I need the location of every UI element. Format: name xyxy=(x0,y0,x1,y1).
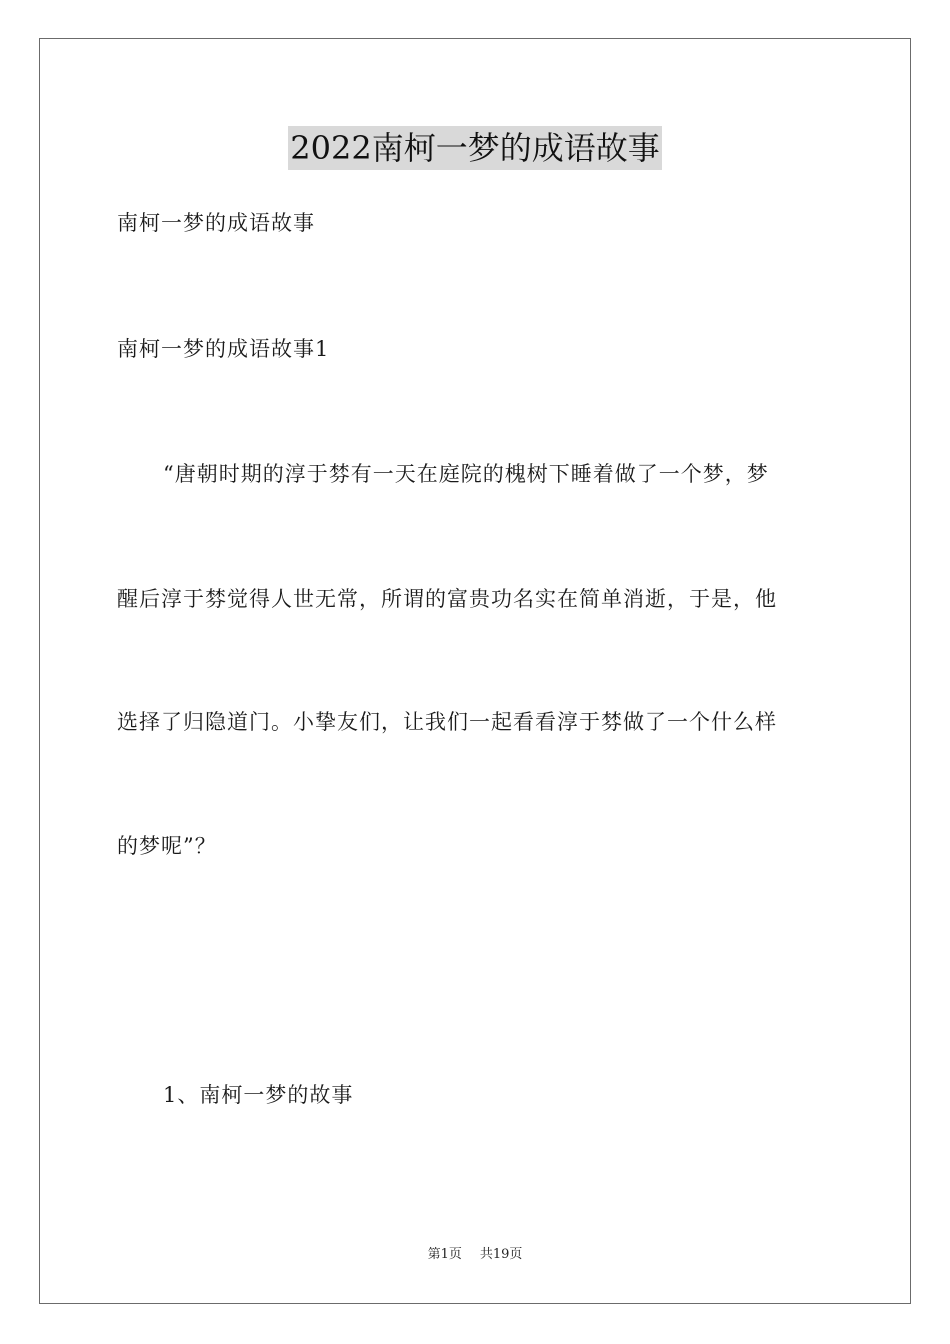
page-total: 共19页 xyxy=(479,1247,523,1262)
page-footer xyxy=(0,1246,950,1264)
paragraph-line-1: “唐朝时期的淳于棼有一天在庭院的槐树下睡着做了一个梦，梦 xyxy=(163,462,769,486)
page-number: 第1页 xyxy=(427,1247,462,1262)
list-item: 1、南柯一梦的故事 xyxy=(163,1083,354,1107)
paragraph-line-3: 选择了归隐道门。小挚友们，让我们一起看看淳于棼做了一个什么样 xyxy=(117,710,777,734)
title-container xyxy=(0,126,950,170)
document-title: 2022南柯一梦的成语故事 xyxy=(288,126,661,170)
paragraph-line-4: 的梦呢”？ xyxy=(117,834,217,858)
subtitle-line: 南柯一梦的成语故事 xyxy=(117,211,315,235)
section-heading: 南柯一梦的成语故事1 xyxy=(117,337,330,361)
paragraph-line-2: 醒后淳于棼觉得人世无常，所谓的富贵功名实在简单消逝，于是，他 xyxy=(117,587,777,611)
